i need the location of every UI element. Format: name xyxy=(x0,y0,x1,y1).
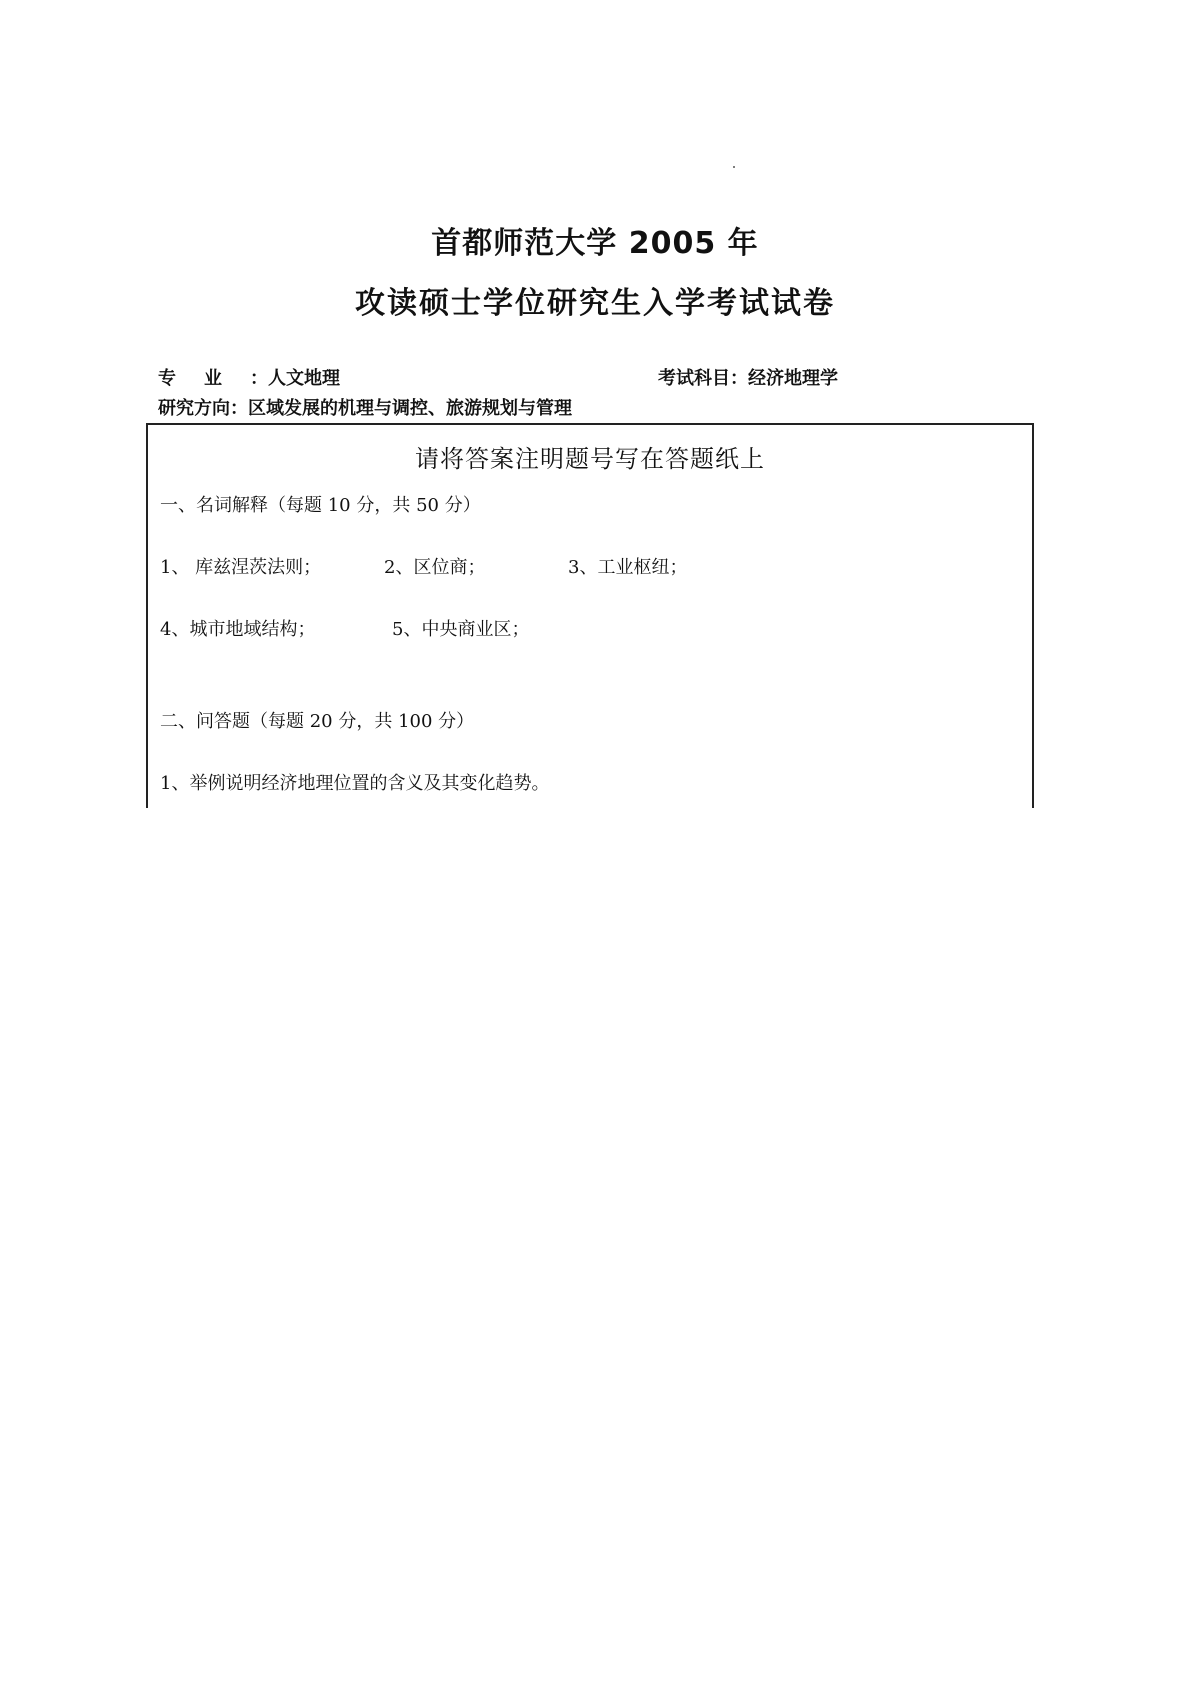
question-item: 1、 库兹涅茨法则； xyxy=(160,557,322,578)
question-item: 3、工业枢纽； xyxy=(568,557,688,578)
section2-heading: 二、问答题（每题 20 分，共 100 分） xyxy=(160,711,475,732)
major-value: 人文地理 xyxy=(268,368,340,389)
question-box xyxy=(146,423,1034,808)
major-row xyxy=(158,364,340,390)
question-item: 4、城市地域结构； xyxy=(160,619,316,640)
page-title: 首都师范大学 2005 年 xyxy=(431,226,759,261)
question-item: 5、中央商业区； xyxy=(392,619,530,640)
direction-row xyxy=(158,394,572,420)
direction-value: 区域发展的机理与调控、旅游规划与管理 xyxy=(248,398,572,419)
direction-label: 研究方向： xyxy=(158,398,248,419)
major-label: 专业 xyxy=(158,368,250,389)
page-subtitle: 攻读硕士学位研究生入学考试试卷 xyxy=(355,286,835,321)
subject-label: 考试科目： xyxy=(658,368,748,389)
subject-value: 经济地理学 xyxy=(748,368,838,389)
answer-instruction: 请将答案注明题号写在答题纸上 xyxy=(415,445,765,473)
question-item: 1、举例说明经济地理位置的含义及其变化趋势。 xyxy=(160,773,550,794)
subject-row xyxy=(658,364,838,390)
scan-speck xyxy=(733,166,735,168)
section1-heading: 一、名词解释（每题 10 分，共 50 分） xyxy=(160,495,481,516)
question-item: 2、区位商； xyxy=(384,557,486,578)
major-colon: ： xyxy=(250,368,268,389)
